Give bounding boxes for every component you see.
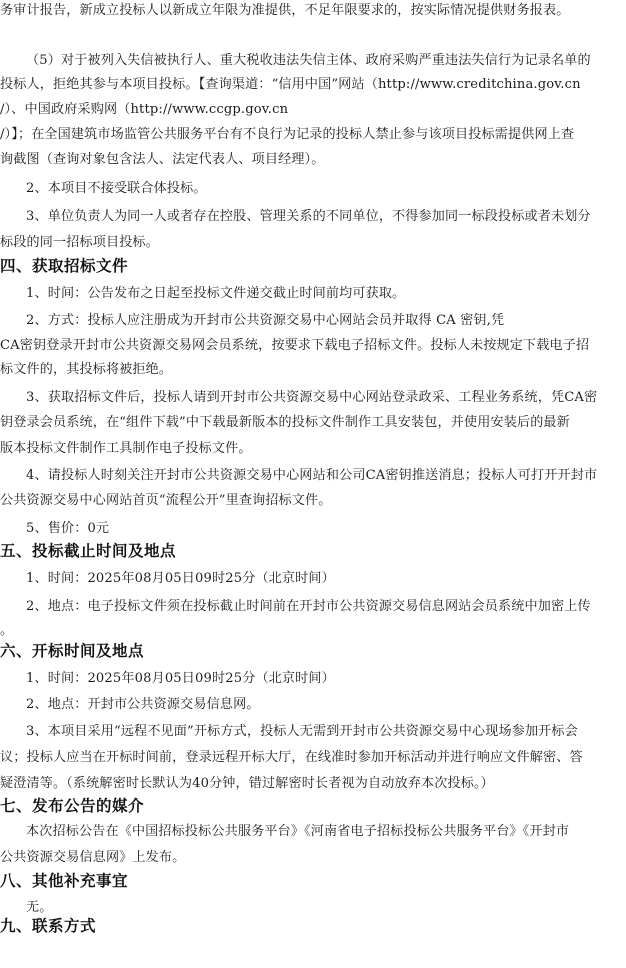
text-line: 标文件的，其投标将被拒绝。 <box>0 362 173 377</box>
text-line: 议；投标人应当在开标时间前，登录远程开标大厅，在线准时参加开标活动并进行响应文件解密、答 <box>0 750 583 765</box>
text-line: 2、本项目不接受联合体投标。 <box>26 181 207 196</box>
text-line: 询截图（查询对象包含法人、法定代表人、项目经理）。 <box>0 152 325 167</box>
text-line: 2、地点：电子投标文件须在投标截止时间前在开封市公共资源交易信息网站会员系统中加密上传 <box>26 599 591 614</box>
text-line: 5、售价：0元 <box>26 521 110 536</box>
section-heading-4: 四、获取招标文件 <box>0 257 129 275</box>
text-line: 3、单位负责人为同一人或者存在控股、管理关系的不同单位，不得参加同一标段投标或者未划分 <box>26 209 591 224</box>
text-line: 本次招标公告在《中国招标投标公共服务平台》《河南省电子招标投标公共服务平台》《开封市 <box>26 824 570 839</box>
text-line: 无。 <box>26 900 53 915</box>
text-line: 钥登录会员系统，在“组件下载”中下载最新版本的投标文件制作工具安装包，并使用安装后的最新 <box>0 415 570 430</box>
text-line: 4、请投标人时刻关注开封市公共资源交易中心网站和公司CA密钥推送消息；投标人可打开开封市 <box>26 468 598 483</box>
text-line: 公共资源交易中心网站首页“流程公开”里查询招标文件。 <box>0 493 332 508</box>
text-line: /）、中国政府采购网（http://www.ccgp.gov.cn <box>0 102 289 117</box>
section-heading-9: 九、联系方式 <box>0 917 97 935</box>
text-line: 2、方式：投标人应注册成为开封市公共资源交易中心网站会员并取得 CA 密钥,凭 <box>26 313 505 328</box>
text-line: 1、时间：2025年08月05日09时25分（北京时间） <box>26 671 335 686</box>
text-line: 2、地点：开封市公共资源交易信息网。 <box>26 697 260 712</box>
text-line: 1、时间：2025年08月05日09时25分（北京时间） <box>26 571 335 586</box>
section-heading-8: 八、其他补充事宜 <box>0 872 129 890</box>
section-heading-7: 七、发布公告的媒介 <box>0 797 145 815</box>
text-line: 版本投标文件制作工具制作电子投标文件。 <box>0 441 252 456</box>
section-heading-6: 六、开标时间及地点 <box>0 642 145 660</box>
text-line: 务审计报告，新成立投标人以新成立年限为准提供，不足年限要求的，按实际情况提供财务报表。 <box>0 3 570 18</box>
text-line: （5）对于被列入失信被执行人、重大税收违法失信主体、政府采购严重违法失信行为记录名单的 <box>26 53 591 68</box>
text-line: 投标人，拒绝其参与本项目投标。【查询渠道：“信用中国”网站（http://www.creditchina.gov.cn <box>0 77 581 92</box>
text-line: 1、时间：公告发布之日起至投标文件递交截止时间前均可获取。 <box>26 286 406 301</box>
section-heading-5: 五、投标截止时间及地点 <box>0 542 177 560</box>
text-line: 3、获取招标文件后，投标人请到开封市公共资源交易中心网站登录政采、工程业务系统，凭CA密 <box>26 390 598 405</box>
text-line: 。 <box>0 623 14 638</box>
text-line: /）】；在全国建筑市场监管公共服务平台有不良行为记录的投标人禁止参与该项目投标需提供网上查 <box>0 127 575 142</box>
text-line: 标段的同一招标项目投标。 <box>0 235 159 250</box>
text-line: 疑澄清等。（系统解密时长默认为40分钟，错过解密时长者视为自动放弃本次投标。） <box>0 776 494 791</box>
text-line: 公共资源交易信息网》上发布。 <box>0 850 186 865</box>
text-line: 3、本项目采用“远程不见面”开标方式，投标人无需到开封市公共资源交易中心现场参加开标会 <box>26 724 578 739</box>
text-line: CA密钥登录开封市公共资源交易网会员系统，按要求下载电子招标文件。投标人未按规定下载电子招 <box>0 338 590 353</box>
